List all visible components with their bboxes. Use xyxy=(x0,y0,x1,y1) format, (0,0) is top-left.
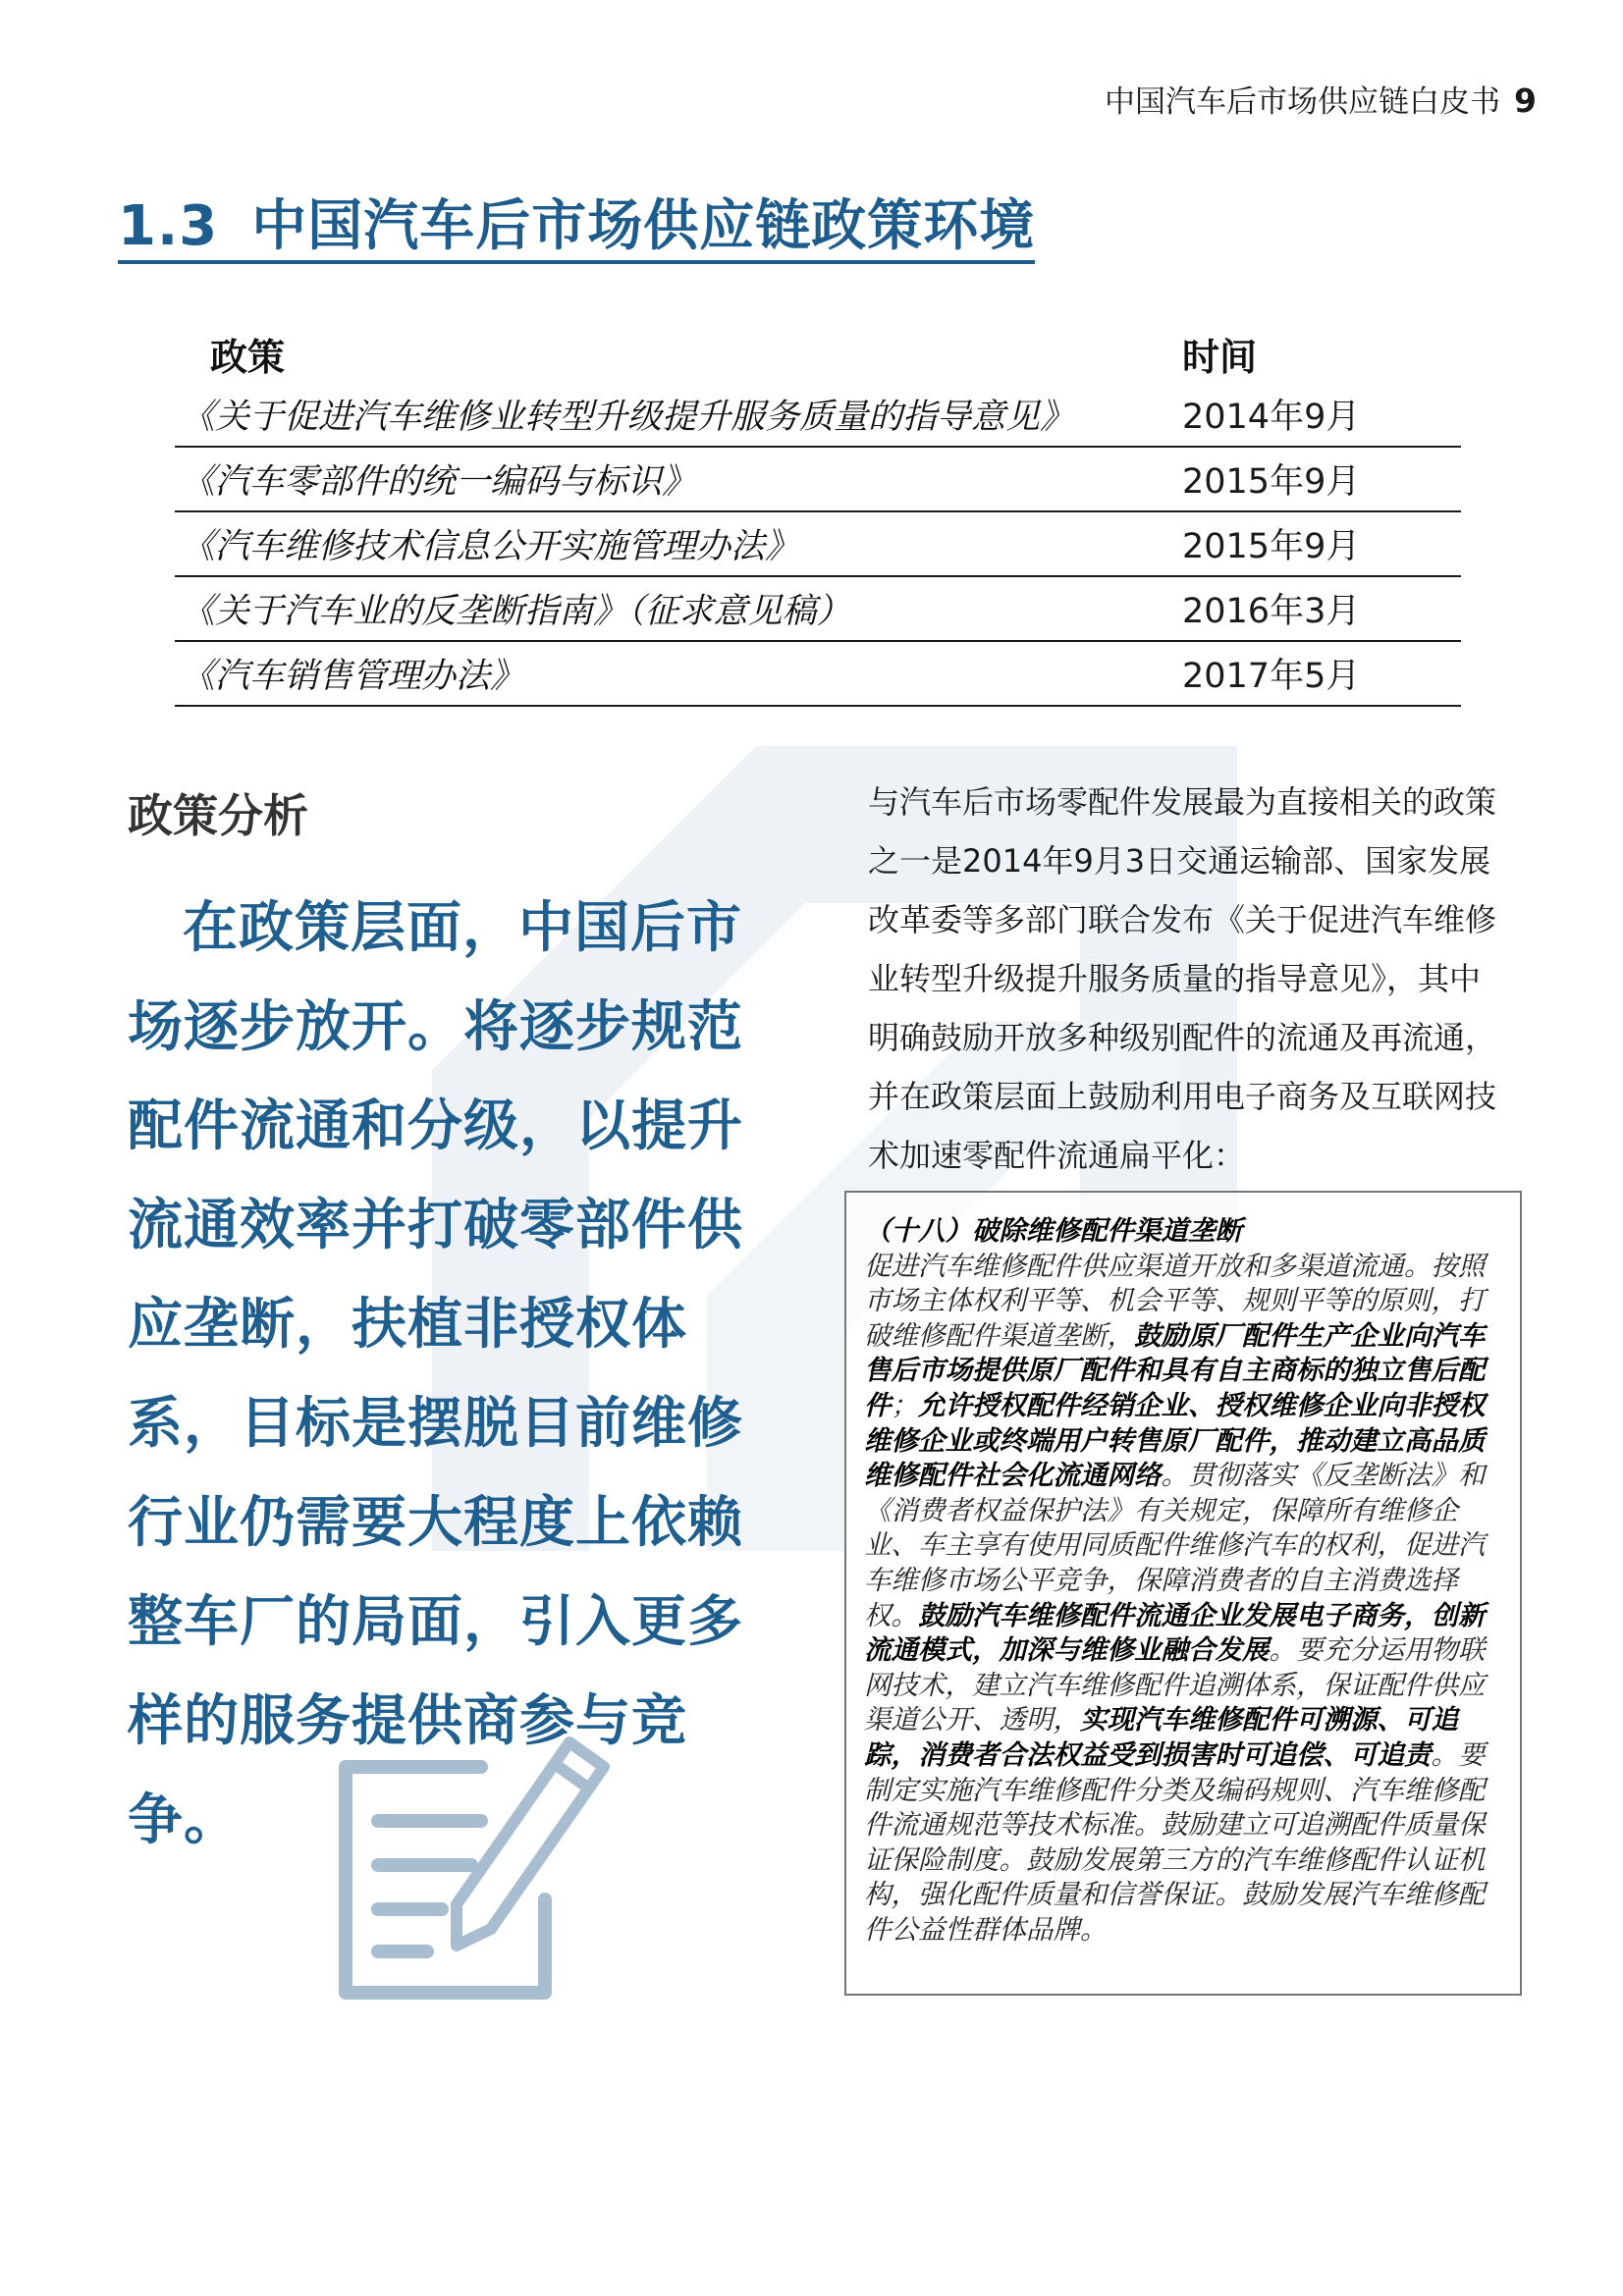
excerpt-title: （十八）破除维修配件渠道垄断 xyxy=(864,1215,1242,1247)
table-header-row xyxy=(175,324,1461,383)
table-row xyxy=(175,641,1461,706)
policy-cell: 《汽车销售管理办法》 xyxy=(175,641,1168,706)
time-cell: 2015年9月 xyxy=(1168,511,1461,576)
table-row xyxy=(175,447,1461,511)
page-number: 9 xyxy=(1514,81,1537,120)
analysis-paragraph: 与汽车后市场零配件发展最为直接相关的政策之一是2014年9月3日交通运输部、国家发展改革委等多部门联合发布《关于促进汽车维修业转型升级提升服务质量的指导意见》，其中明确鼓励开放多种级别配件的流通及再流通，并在政策层面上鼓励利用电子商务及互联网技术加速零配件流通扁平化： xyxy=(868,783,1497,1174)
pull-quote: 在政策层面，中国后市场逐步放开。将逐步规范配件流通和分级，以提升流通效率并打破零部件供应垄断，扶植非授权体系，目标是摆脱目前维修行业仍需要大程度上依赖整车厂的局面，引入更多样的服务提供商参与竞争。 xyxy=(128,896,743,1852)
time-cell: 2015年9月 xyxy=(1168,447,1461,511)
excerpt-text: 。要制定实施汽车维修配件分类及编码规则、汽车维修配件流通规范等技术标准。鼓励建立可追溯配件质量保证保险制度。鼓励发展第三方的汽车维修配件认证机构，强化配件质量和信誉保证。鼓励发展汽车维修配件公益性群体品牌。 xyxy=(864,1738,1486,1946)
excerpt-emphasis: 实现汽车维修配件可溯源、可追踪，消费者合法权益受到损害时可追偿、可追责 xyxy=(864,1704,1458,1771)
excerpt-emphasis: 鼓励原厂配件生产企业向汽车售后市场提供原厂配件和具有自主商标的独立售后配件 xyxy=(864,1319,1486,1421)
time-cell: 2016年3月 xyxy=(1168,576,1461,641)
table-row xyxy=(175,511,1461,576)
policy-cell: 《关于促进汽车维修业转型升级提升服务质量的指导意见》 xyxy=(175,383,1168,447)
doc-title: 中国汽车后市场供应链白皮书 xyxy=(1105,84,1501,120)
table-row xyxy=(175,383,1461,447)
time-cell: 2017年5月 xyxy=(1168,641,1461,706)
time-cell: 2014年9月 xyxy=(1168,383,1461,447)
analysis-heading: 政策分析 xyxy=(128,789,308,842)
policy-cell: 《汽车零部件的统一编码与标识》 xyxy=(175,447,1168,511)
policy-cell: 《关于汽车业的反垄断指南》（征求意见稿） xyxy=(175,576,1168,641)
excerpt-text: ； xyxy=(891,1389,918,1421)
excerpt-text: 。要充分运用物联网技术，建立汽车维修配件追溯体系，保证配件供应渠道公开、透明， xyxy=(864,1634,1486,1736)
policy-excerpt-box xyxy=(844,1191,1522,1996)
section-title xyxy=(118,196,1035,264)
header-time: 时间 xyxy=(1182,335,1258,379)
excerpt-emphasis: 允许授权配件经销企业、授权维修企业向非授权维修企业或终端用户转售原厂配件，推动建立高品质维修配件社会化流通网络 xyxy=(864,1389,1486,1492)
policy-cell: 《汽车维修技术信息公开实施管理办法》 xyxy=(175,511,1168,576)
section-title-text: 中国汽车后市场供应链政策环境 xyxy=(251,194,1036,258)
header-policy: 政策 xyxy=(210,335,286,379)
document-pen-icon xyxy=(334,1728,628,2012)
excerpt-text: 。贯彻落实《反垄断法》和《消费者权益保护法》有关规定，保障所有维修企业、车主享有使用同质配件维修汽车的权利，促进汽车维修市场公平竞争，保障消费者的自主消费选择权。 xyxy=(864,1460,1486,1631)
excerpt-emphasis: 鼓励汽车维修配件流通企业发展电子商务，创新流通模式，加深与维修业融合发展 xyxy=(864,1599,1486,1667)
section-number: 1.3 xyxy=(118,194,219,258)
excerpt-body xyxy=(864,1250,1496,1949)
policy-table xyxy=(175,324,1461,707)
excerpt-text: 促进汽车维修配件供应渠道开放和多渠道流通。按照市场主体权利平等、机会平等、规则平等的原则，打破维修配件渠道垄断， xyxy=(864,1250,1486,1352)
table-row xyxy=(175,576,1461,641)
page-header xyxy=(1105,77,1537,121)
